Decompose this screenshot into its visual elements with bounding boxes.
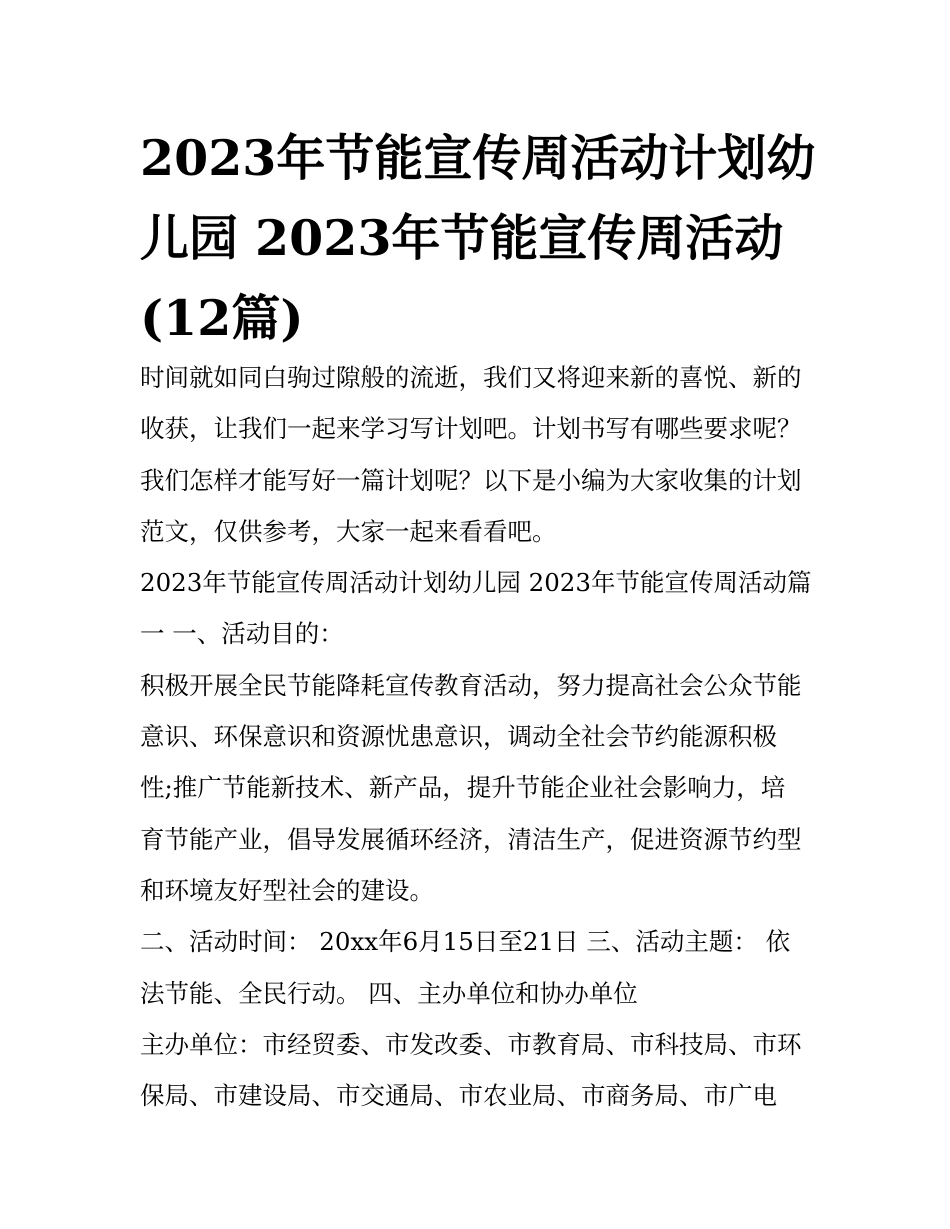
document-title [140,118,820,358]
body-line: 范文，仅供参考，大家一起来看看吧。 [140,516,557,546]
body-line: 意识、环保意识和资源忧患意识，调动全社会节约能源积极 [140,722,777,752]
body-line: 二、活动时间： 20xx年6月15日至21日 三、活动主题： 依 [140,927,791,957]
body-line: 积极开展全民节能降耗宣传教育活动，努力提高社会公众节能 [140,670,802,700]
title-line: (12篇) [140,289,304,347]
document-body [140,352,830,1121]
body-line: 主办单位：市经贸委、市发改委、市教育局、市科技局、市环 [140,1029,802,1059]
body-line: 法节能、全民行动。 四、主办单位和协办单位 [140,978,638,1008]
title-line: 2023年节能宣传周活动计划幼 [140,129,816,187]
body-line: 育节能产业，倡导发展循环经济，清洁生产，促进资源节约型 [140,824,802,854]
body-line: 收获，让我们一起来学习写计划吧。计划书写有哪些要求呢？ [140,414,802,444]
body-line: 保局、市建设局、市交通局、市农业局、市商务局、市广电 [140,1081,777,1111]
body-line: 2023年节能宣传周活动计划幼儿园 2023年节能宣传周活动篇 [140,568,812,598]
body-line: 一 一、活动目的： [140,619,344,649]
body-line: 时间就如同白驹过隙般的流逝，我们又将迎来新的喜悦、新的 [140,363,802,392]
body-line: 性;推广节能新技术、新产品，提升节能企业社会影响力，培 [140,773,786,803]
body-line: 我们怎样才能写好一篇计划呢？以下是小编为大家收集的计划 [140,465,802,495]
title-line: 儿园 2023年节能宣传周活动 [140,209,784,267]
body-line: 和环境友好型社会的建设。 [140,875,434,905]
